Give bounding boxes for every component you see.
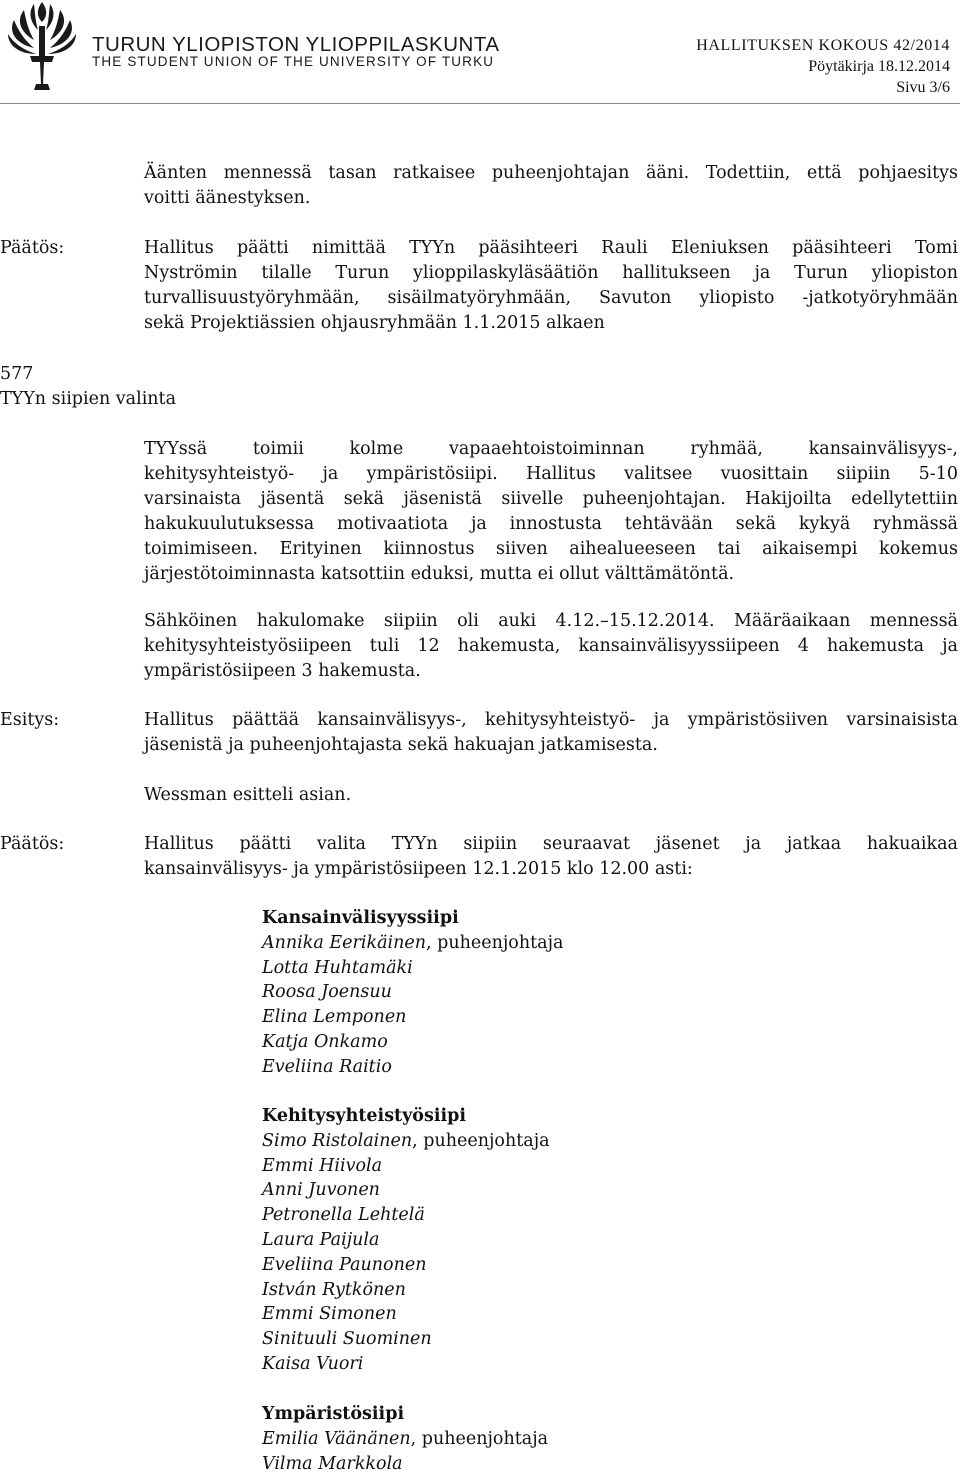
intro-line: Äänten mennessä tasan ratkaisee puheenjohtajan ääni. Todettiin, että pohjaesitys	[144, 163, 958, 183]
member-name: István Rytkönen	[262, 1279, 406, 1300]
chair-name: Simo Ristolainen	[262, 1130, 413, 1151]
decision-line: kansainvälisyys- ja ympäristösiipeen 12.1.2015 klo 12.00 asti:	[144, 859, 693, 879]
chair-name: Annika Eerikäinen	[262, 932, 427, 953]
member-name: Eveliina Paunonen	[262, 1254, 427, 1275]
decision-line: Hallitus päätti valita TYYn siipiin seuraavat jäsenet ja jatkaa hakuaikaa	[144, 834, 958, 854]
wing-heading: Kehitysyhteistyösiipi	[262, 1106, 467, 1126]
paragraph-line: järjestötoiminnasta katsottiin eduksi, mutta ei ollut välttämätöntä.	[144, 564, 735, 584]
member-name: Sinituuli Suominen	[262, 1329, 432, 1350]
member-name: Katja Onkamo	[262, 1031, 388, 1052]
wing-heading: Kansainvälisyyssiipi	[262, 908, 459, 928]
section-title: TYYn siipien valinta	[0, 389, 177, 409]
wing-chair	[262, 931, 563, 956]
member-name: Vilma Markkola	[262, 1453, 403, 1474]
intro-paragraph	[144, 161, 958, 211]
decision-label: Päätös:	[0, 834, 65, 854]
member-name: Emmi Simonen	[262, 1304, 397, 1325]
section-number: 577	[0, 364, 34, 384]
chair-name: Emilia Väänänen	[262, 1428, 411, 1449]
member-name: Petronella Lehtelä	[262, 1205, 425, 1226]
member-name: Kaisa Vuori	[262, 1353, 364, 1374]
decision-paragraph	[144, 832, 958, 882]
member-name: Elina Lemponen	[262, 1007, 407, 1028]
background-paragraph	[144, 437, 958, 587]
page-number: Sivu 3/6	[896, 79, 950, 96]
member-name: Eveliina Raitio	[262, 1056, 392, 1077]
header-divider	[0, 103, 960, 104]
paragraph-line: Sähköinen hakulomake siipiin oli auki 4.12.–15.12.2014. Määräaikaan mennessä	[144, 611, 958, 631]
applications-paragraph	[144, 609, 958, 684]
section-heading	[0, 362, 176, 412]
paragraph-line: hakukuulutuksessa motivaatiota ja innostusta tehtävään sekä kykyä ryhmässä	[144, 514, 958, 534]
page-header	[0, 0, 960, 110]
chair-role: , puheenjohtaja	[410, 1428, 549, 1449]
international-wing-list	[262, 906, 563, 1080]
decision-label: Päätös:	[0, 238, 65, 258]
paragraph-line: TYYssä toimii kolme vapaaehtoistoiminnan ryhmää, kansainvälisyys-,	[144, 439, 958, 459]
paragraph-line: kehitysyhteistyösiipeen tuli 12 hakemusta, kansainvälisyyssiipeen 4 hakemusta ja	[144, 636, 958, 656]
member-name: Lotta Huhtamäki	[262, 957, 413, 978]
decision-line: turvallisuustyöryhmään, sisäilmatyöryhmään, Savuton yliopisto -jatkotyöryhmään	[144, 288, 958, 308]
wing-heading: Ympäristösiipi	[262, 1404, 405, 1424]
org-name-english: THE STUDENT UNION OF THE UNIVERSITY OF TURKU	[92, 54, 495, 69]
student-union-torch-logo-icon	[6, 0, 78, 92]
member-name: Roosa Joensuu	[262, 982, 392, 1003]
intro-line: voitti äänestyksen.	[144, 188, 311, 208]
paragraph-line: toimimiseen. Erityinen kiinnostus siiven aihealueeseen tai aikaisempi kokemus	[144, 539, 958, 559]
org-name-finnish: TURUN YLIOPISTON YLIOPPILASKUNTA	[92, 33, 500, 56]
development-wing-list	[262, 1104, 550, 1377]
proposal-line: Hallitus päättää kansainvälisyys-, kehitysyhteistyö- ja ympäristösiiven varsinaisista	[144, 710, 958, 730]
chair-role: , puheenjohtaja	[426, 932, 564, 953]
member-name: Laura Paijula	[262, 1229, 380, 1250]
proposal-line: jäsenistä ja puheenjohtajasta sekä hakuajan jatkamisesta.	[144, 735, 658, 755]
decision-line: Nyströmin tilalle Turun ylioppilaskyläsäätiön hallitukseen ja Turun yliopiston	[144, 263, 958, 283]
paragraph-line: varsinaista jäsentä sekä jäsenistä siivelle puheenjohtajan. Hakijoilta edellytettiin	[144, 489, 958, 509]
presenter-note: Wessman esitteli asian.	[144, 785, 352, 805]
wing-chair	[262, 1427, 548, 1452]
meeting-title: HALLITUKSEN KOKOUS 42/2014	[696, 37, 950, 54]
decision-line: sekä Projektiässien ohjausryhmään 1.1.2015 alkaen	[144, 313, 605, 333]
chair-role: , puheenjohtaja	[412, 1130, 550, 1151]
paragraph-line: ympäristösiipeen 3 hakemusta.	[144, 661, 421, 681]
member-name: Emmi Hiivola	[262, 1155, 383, 1176]
wing-chair	[262, 1129, 550, 1154]
minutes-date: Pöytäkirja 18.12.2014	[808, 58, 950, 75]
decision-line: Hallitus päätti nimittää TYYn pääsihteeri Rauli Eleniuksen pääsihteeri Tomi	[144, 238, 958, 258]
member-name: Anni Juvonen	[262, 1180, 380, 1201]
proposal-label: Esitys:	[0, 710, 60, 730]
environment-wing-list	[262, 1402, 548, 1476]
proposal-paragraph	[144, 708, 958, 758]
paragraph-line: kehitysyhteistyö- ja ympäristösiipi. Hallitus valitsee vuosittain siipiin 5-10	[144, 464, 958, 484]
decision-paragraph	[144, 236, 958, 336]
